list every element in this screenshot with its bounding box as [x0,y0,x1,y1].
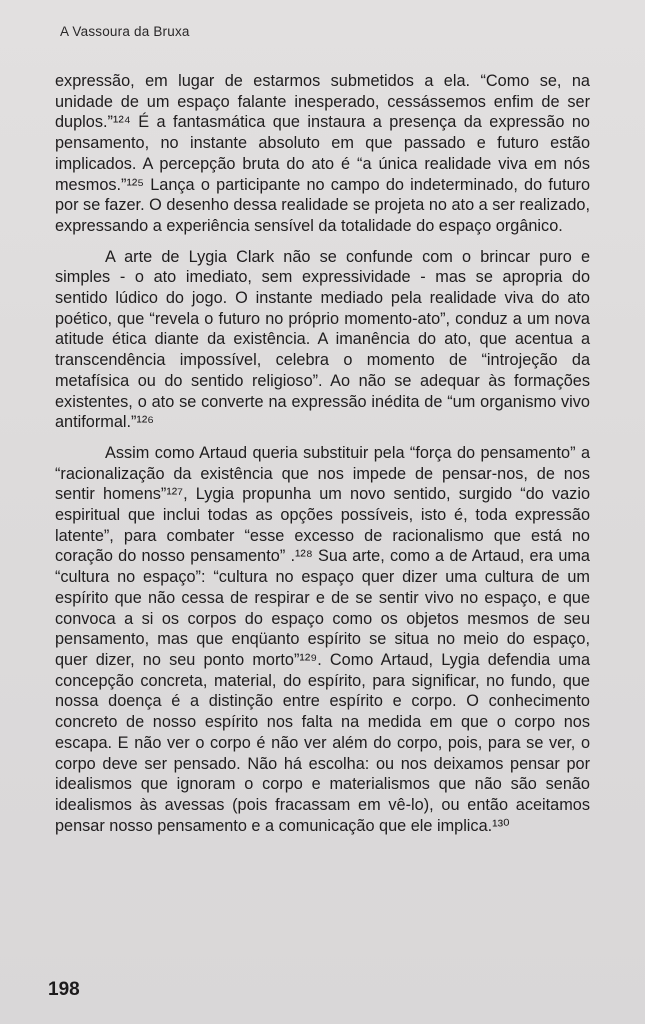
paragraph-artaud: Assim como Artaud queria substituir pela “força do pensamento” a “racionalização da existência que nos impede de pensar-nos, de nos sentir homens”¹²⁷, Lygia propunha um novo sentido, surgido “do vazio espiritual que inclui todas as opções possíveis, isto é, toda expressão latente”, para combater “esse excesso de racionalismo que está no coração do nosso pensamento” .¹²⁸ Sua arte, como a de Artaud, era uma “cultura no espaço”: “cultura no espaço quer dizer uma cultura de um espírito que não cessa de respirar e de se sentir vivo no espaço, e que convoca a si os corpos do espaço como os objetos mesmos de seu pensamento, mas que enqüanto espírito se situa no meio do espaço, quer dizer, no seu ponto morto”¹²⁹. Como Artaud, Lygia defendia uma concepção concreta, material, do espírito, para significar, no fundo, que nossa doença é a distinção entre espírito e corpo. O conhecimento concreto de nosso espírito nos falta na medida em que o corpo nos escapa. E não ver o corpo é não ver além do corpo, pois, para se ver, o corpo deve ser pensado. Não há escolha: ou nos deixamos pensar por idealismos que ignoram o corpo e materialismos que não são senão idealismos às avessas (pois fracassam em vê-lo), ou então aceitamos pensar nosso pensamento e a comunicação que ele implica.¹³⁰ [55,443,590,835]
paragraph-lygia-clark: A arte de Lygia Clark não se confunde com o brincar puro e simples - o ato imediato, sem expressividade - mas se apropria do sentido lúdico do jogo. O instante mediado pela realidade viva do ato poético, que “revela o futuro no próprio momento-ato”, conduz a um nova atitude ética diante da existência. A imanência do ato, que acentua a transcendência impossível, celebra o momento de “introjeção da metafísica ou do sentido religioso”. Ao não se adequar às formações existentes, o ato se converte na expressão inédita de “um organismo vivo antiformal.”¹²⁶ [55,247,590,432]
paragraph-continuation: expressão, em lugar de estarmos submetidos a ela. “Como se, na unidade de um espaço falante inesperado, cessássemos enfim de ser duplos.”¹²⁴ É a fantasmática que instaura a presença da expressão no pensamento, no instante absoluto em que passado e futuro estão implicados. A percepção bruta do ato é “a única realidade viva em nós mesmos.”¹²⁵ Lança o participante no campo do indeterminado, do futuro por se fazer. O desenho dessa realidade se projeta no ato a ser realizado, expressando a experiência sensível da totalidade do espaço orgânico. [55,72,590,235]
page-number: 198 [48,979,80,1000]
running-header: A Vassoura da Bruxa [60,24,190,39]
body-text [55,71,590,836]
